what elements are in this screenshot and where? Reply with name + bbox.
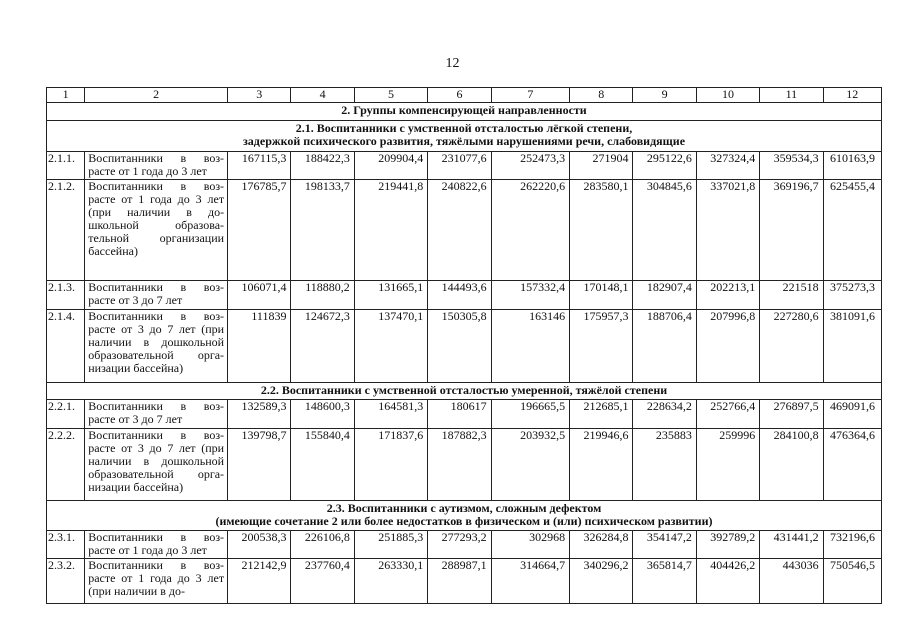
- value-cell: 295122,6: [633, 152, 696, 180]
- value-cell: 327324,4: [696, 152, 759, 180]
- value-cell: 288987,1: [428, 559, 491, 604]
- description-line: расте от 3 до 7 лет: [88, 412, 183, 426]
- row-code: 2.3.1.: [47, 531, 85, 559]
- value-cell: 469091,6: [823, 400, 881, 429]
- value-cell: 340296,2: [570, 559, 633, 604]
- value-cell: 262220,6: [491, 180, 569, 281]
- table-row: [47, 400, 882, 429]
- value-cell: 148600,3: [291, 400, 354, 429]
- value-cell: 221518: [760, 281, 823, 310]
- row-description: [85, 559, 228, 604]
- description-line: Воспитанники в воз-: [88, 530, 225, 544]
- row-description: [85, 310, 228, 383]
- value-cell: 365814,7: [633, 559, 696, 604]
- row-description: [85, 400, 228, 429]
- value-cell: 132589,3: [228, 400, 291, 429]
- description-line: расте от 1 года до 3 лет: [88, 164, 207, 178]
- heading-line: (имеющие сочетание 2 или более недостатков в физическом и (или) психическом развитии): [215, 514, 713, 528]
- subgroup-heading: [47, 501, 882, 531]
- table-row: [47, 281, 882, 310]
- column-number: 9: [633, 88, 696, 103]
- description-line: расте от 3 до 7 лет (при: [88, 441, 225, 455]
- column-number: 1: [47, 88, 85, 103]
- value-cell: 431441,2: [760, 531, 823, 559]
- subgroup-heading: [47, 383, 882, 400]
- value-cell: 392789,2: [696, 531, 759, 559]
- row-code: 2.2.2.: [47, 429, 85, 501]
- heading-line: 2. Группы компенсирующей направленности: [341, 103, 587, 117]
- value-cell: 240822,6: [428, 180, 491, 281]
- subgroup-heading-row: [47, 121, 882, 152]
- heading-line: задержкой психического развития, тяжёлыми нарушениями речи, слабовидящие: [242, 134, 686, 148]
- description-line: бассейна): [88, 244, 138, 258]
- description-line: (при наличии в до-: [88, 584, 185, 598]
- description-line: Воспитанники в воз-: [88, 280, 225, 294]
- value-cell: 252473,3: [491, 152, 569, 180]
- description-line: Воспитанники в воз-: [88, 399, 225, 413]
- value-cell: 188706,4: [633, 310, 696, 383]
- value-cell: 180617: [428, 400, 491, 429]
- value-cell: 283580,1: [570, 180, 633, 281]
- description-line: наличии в дошкольной: [88, 335, 225, 349]
- value-cell: 209904,4: [354, 152, 427, 180]
- value-cell: 203932,5: [491, 429, 569, 501]
- page-number: 12: [445, 56, 460, 71]
- table-row: [47, 310, 882, 383]
- description-line: тельной организации: [88, 231, 225, 245]
- value-cell: 610163,9: [823, 152, 881, 180]
- description-line: образовательной орга-: [88, 348, 225, 362]
- description-line: Воспитанники в воз-: [88, 309, 225, 323]
- value-cell: 200538,3: [228, 531, 291, 559]
- value-cell: 381091,6: [823, 310, 881, 383]
- value-cell: 369196,7: [760, 180, 823, 281]
- value-cell: 219441,8: [354, 180, 427, 281]
- column-number: 3: [228, 88, 291, 103]
- value-cell: 163146: [491, 310, 569, 383]
- value-cell: 131665,1: [354, 281, 427, 310]
- row-description: [85, 281, 228, 310]
- value-cell: 404426,2: [696, 559, 759, 604]
- value-cell: 235883: [633, 429, 696, 501]
- column-number: 10: [696, 88, 759, 103]
- value-cell: 118880,2: [291, 281, 354, 310]
- value-cell: 277293,2: [428, 531, 491, 559]
- value-cell: 354147,2: [633, 531, 696, 559]
- description-line: расте от 1 года до 3 лет: [88, 571, 225, 585]
- value-cell: 314664,7: [491, 559, 569, 604]
- value-cell: 182907,4: [633, 281, 696, 310]
- column-number: 8: [570, 88, 633, 103]
- subgroup-heading: [47, 121, 882, 152]
- value-cell: 137470,1: [354, 310, 427, 383]
- value-cell: 259996: [696, 429, 759, 501]
- value-cell: 187882,3: [428, 429, 491, 501]
- table-row: [47, 531, 882, 559]
- subgroup-heading-row: [47, 383, 882, 400]
- value-cell: 212685,1: [570, 400, 633, 429]
- description-line: (при наличии в до-: [88, 205, 225, 219]
- column-number: 2: [85, 88, 228, 103]
- description-line: расте от 1 года до 3 лет: [88, 543, 207, 557]
- value-cell: 212142,9: [228, 559, 291, 604]
- column-number-row: [47, 88, 882, 103]
- description-line: Воспитанники в воз-: [88, 428, 225, 442]
- description-line: школьной образова-: [88, 218, 225, 232]
- group-heading: [47, 103, 882, 121]
- value-cell: 326284,8: [570, 531, 633, 559]
- value-cell: 196665,5: [491, 400, 569, 429]
- heading-line: 2.3. Воспитанники с аутизмом, сложным дефектом: [326, 501, 602, 515]
- value-cell: 359534,3: [760, 152, 823, 180]
- value-cell: 750546,5: [823, 559, 881, 604]
- column-number: 7: [491, 88, 569, 103]
- value-cell: 271904: [570, 152, 633, 180]
- value-cell: 150305,8: [428, 310, 491, 383]
- value-cell: 207996,8: [696, 310, 759, 383]
- description-line: Воспитанники в воз-: [88, 179, 225, 193]
- value-cell: 171837,6: [354, 429, 427, 501]
- tariff-table: [46, 87, 882, 604]
- heading-line: 2.1. Воспитанники с умственной отсталостью лёгкой степени,: [295, 121, 633, 135]
- value-cell: 337021,8: [696, 180, 759, 281]
- value-cell: 155840,4: [291, 429, 354, 501]
- column-number: 5: [354, 88, 427, 103]
- row-description: [85, 429, 228, 501]
- value-cell: 375273,3: [823, 281, 881, 310]
- row-code: 2.1.3.: [47, 281, 85, 310]
- value-cell: 219946,6: [570, 429, 633, 501]
- value-cell: 175957,3: [570, 310, 633, 383]
- value-cell: 157332,4: [491, 281, 569, 310]
- row-code: 2.2.1.: [47, 400, 85, 429]
- value-cell: 263330,1: [354, 559, 427, 604]
- description-line: расте от 1 года до 3 лет: [88, 192, 225, 206]
- table-row: [47, 152, 882, 180]
- description-line: образовательной орга-: [88, 467, 225, 481]
- value-cell: 124672,3: [291, 310, 354, 383]
- column-number: 4: [291, 88, 354, 103]
- column-number: 12: [823, 88, 881, 103]
- value-cell: 625455,4: [823, 180, 881, 281]
- description-line: низации бассейна): [88, 480, 184, 494]
- subgroup-heading-row: [47, 501, 882, 531]
- description-line: Воспитанники в воз-: [88, 558, 225, 572]
- value-cell: 443036: [760, 559, 823, 604]
- value-cell: 167115,3: [228, 152, 291, 180]
- value-cell: 252766,4: [696, 400, 759, 429]
- row-code: 2.3.2.: [47, 559, 85, 604]
- value-cell: 228634,2: [633, 400, 696, 429]
- value-cell: 170148,1: [570, 281, 633, 310]
- value-cell: 202213,1: [696, 281, 759, 310]
- row-description: [85, 152, 228, 180]
- value-cell: 144493,6: [428, 281, 491, 310]
- value-cell: 226106,8: [291, 531, 354, 559]
- row-description: [85, 180, 228, 281]
- column-number: 6: [428, 88, 491, 103]
- value-cell: 251885,3: [354, 531, 427, 559]
- table-row: [47, 559, 882, 604]
- description-line: наличии в дошкольной: [88, 454, 225, 468]
- value-cell: 302968: [491, 531, 569, 559]
- group-heading-row: [47, 103, 882, 121]
- description-line: низации бассейна): [88, 361, 184, 375]
- heading-line: 2.2. Воспитанники с умственной отсталостью умеренной, тяжёлой степени: [260, 383, 668, 397]
- value-cell: 276897,5: [760, 400, 823, 429]
- value-cell: 732196,6: [823, 531, 881, 559]
- table-row: [47, 180, 882, 281]
- value-cell: 176785,7: [228, 180, 291, 281]
- table-body: [47, 88, 882, 604]
- value-cell: 304845,6: [633, 180, 696, 281]
- value-cell: 476364,6: [823, 429, 881, 501]
- value-cell: 139798,7: [228, 429, 291, 501]
- value-cell: 111839: [228, 310, 291, 383]
- value-cell: 188422,3: [291, 152, 354, 180]
- row-code: 2.1.1.: [47, 152, 85, 180]
- row-code: 2.1.2.: [47, 180, 85, 281]
- table-row: [47, 429, 882, 501]
- description-line: Воспитанники в воз-: [88, 151, 225, 165]
- value-cell: 106071,4: [228, 281, 291, 310]
- row-description: [85, 531, 228, 559]
- description-line: расте от 3 до 7 лет: [88, 293, 183, 307]
- value-cell: 164581,3: [354, 400, 427, 429]
- row-code: 2.1.4.: [47, 310, 85, 383]
- value-cell: 237760,4: [291, 559, 354, 604]
- value-cell: 284100,8: [760, 429, 823, 501]
- value-cell: 198133,7: [291, 180, 354, 281]
- value-cell: 227280,6: [760, 310, 823, 383]
- description-line: расте от 3 до 7 лет (при: [88, 322, 225, 336]
- column-number: 11: [760, 88, 823, 103]
- value-cell: 231077,6: [428, 152, 491, 180]
